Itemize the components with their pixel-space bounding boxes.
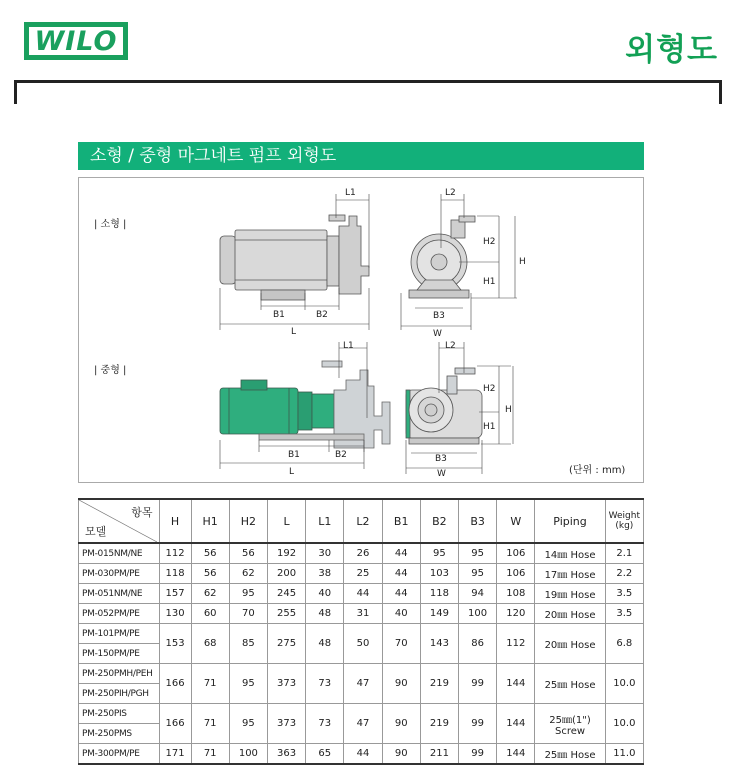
piping-cell: 17㎜ Hose (535, 564, 605, 584)
dim-w-medium: W (437, 469, 446, 479)
weight-cell: 2.1 (605, 543, 643, 564)
small-pump-label: | 소형 | (94, 219, 127, 230)
column-header: L1 (306, 499, 344, 543)
small-pump-side-view (220, 215, 369, 300)
section-title: 소형 / 중형 마그네트 펌프 외형도 (90, 146, 337, 166)
table-row (79, 604, 644, 624)
value-cell: 373 (267, 664, 305, 704)
dim-b1-small: B1 (273, 310, 285, 320)
column-header: B2 (420, 499, 458, 543)
model-cell: PM-030PM/PE (79, 564, 160, 584)
dim-b3-medium: B3 (435, 454, 447, 464)
value-cell: 90 (382, 704, 420, 744)
piping-cell: 14㎜ Hose (535, 543, 605, 564)
value-cell: 211 (420, 744, 458, 765)
value-cell: 38 (306, 564, 344, 584)
model-cell: PM-250PIS (79, 704, 160, 724)
column-header: H1 (191, 499, 229, 543)
model-cell: PM-051NM/NE (79, 584, 160, 604)
value-cell: 71 (191, 664, 229, 704)
medium-pump-label: | 중형 | (94, 365, 127, 376)
value-cell: 219 (420, 664, 458, 704)
table-header-row (79, 499, 644, 543)
value-cell: 144 (497, 664, 535, 704)
table-row (79, 543, 644, 564)
value-cell: 47 (344, 704, 382, 744)
weight-cell: 3.5 (605, 584, 643, 604)
value-cell: 275 (267, 624, 305, 664)
header-rule-left-tick (14, 80, 17, 104)
value-cell: 62 (191, 584, 229, 604)
dim-l1-small: L1 (345, 188, 356, 198)
corner-label-item: 항목 (131, 506, 153, 519)
value-cell: 118 (420, 584, 458, 604)
value-cell: 166 (159, 664, 191, 704)
weight-cell: 6.8 (605, 624, 643, 664)
value-cell: 255 (267, 604, 305, 624)
dim-w-small: W (433, 329, 442, 339)
model-cell: PM-052PM/PE (79, 604, 160, 624)
wilo-logo: WILO (24, 22, 128, 60)
model-cell: PM-250PMH/PEH (79, 664, 160, 684)
value-cell: 44 (344, 584, 382, 604)
dim-h1-medium: H1 (483, 422, 496, 432)
weight-cell: 3.5 (605, 604, 643, 624)
value-cell: 112 (159, 543, 191, 564)
value-cell: 153 (159, 624, 191, 664)
value-cell: 48 (306, 604, 344, 624)
small-pump-front-view (409, 216, 475, 298)
model-cell: PM-250PMS (79, 724, 160, 744)
value-cell: 149 (420, 604, 458, 624)
dim-b2-medium: B2 (335, 450, 347, 460)
value-cell: 65 (306, 744, 344, 765)
value-cell: 40 (306, 584, 344, 604)
piping-cell: 25㎜(1") Screw (535, 704, 605, 744)
value-cell: 90 (382, 744, 420, 765)
value-cell: 363 (267, 744, 305, 765)
section-banner (78, 142, 644, 170)
value-cell: 94 (459, 584, 497, 604)
value-cell: 26 (344, 543, 382, 564)
table-row (79, 624, 644, 644)
unit-note: (단위 : mm) (569, 465, 626, 476)
dim-l-small: L (291, 327, 297, 337)
header-rule (14, 80, 722, 83)
value-cell: 48 (306, 624, 344, 664)
corner-label-model: 모델 (85, 525, 107, 538)
value-cell: 70 (382, 624, 420, 664)
model-cell: PM-015NM/NE (79, 543, 160, 564)
value-cell: 100 (229, 744, 267, 765)
column-header: B3 (459, 499, 497, 543)
value-cell: 50 (344, 624, 382, 664)
value-cell: 90 (382, 664, 420, 704)
value-cell: 99 (459, 704, 497, 744)
dim-l2-small: L2 (445, 188, 456, 198)
value-cell: 373 (267, 704, 305, 744)
value-cell: 106 (497, 564, 535, 584)
dim-l1-medium: L1 (343, 341, 354, 351)
value-cell: 31 (344, 604, 382, 624)
column-header: B1 (382, 499, 420, 543)
piping-cell: 20㎜ Hose (535, 624, 605, 664)
value-cell: 157 (159, 584, 191, 604)
model-cell: PM-150PM/PE (79, 644, 160, 664)
piping-cell: 20㎜ Hose (535, 604, 605, 624)
value-cell: 70 (229, 604, 267, 624)
weight-cell: 10.0 (605, 664, 643, 704)
column-header: W (497, 499, 535, 543)
table-corner-header (79, 499, 160, 543)
value-cell: 95 (459, 564, 497, 584)
table-row (79, 744, 644, 765)
value-cell: 68 (191, 624, 229, 664)
value-cell: 99 (459, 744, 497, 765)
medium-pump-front-view (406, 368, 482, 444)
model-cell: PM-300PM/PE (79, 744, 160, 765)
column-header: H (159, 499, 191, 543)
dim-b3-small: B3 (433, 311, 445, 321)
table-row (79, 704, 644, 724)
value-cell: 95 (229, 664, 267, 704)
header-rule-right-tick (719, 80, 722, 104)
dim-h-small: H (519, 257, 526, 267)
dim-h2-small: H2 (483, 237, 496, 247)
column-header: Piping (535, 499, 605, 543)
dim-b1-medium: B1 (288, 450, 300, 460)
dim-h1-small: H1 (483, 277, 496, 287)
value-cell: 106 (497, 543, 535, 564)
column-header: L2 (344, 499, 382, 543)
value-cell: 44 (382, 543, 420, 564)
value-cell: 56 (229, 543, 267, 564)
value-cell: 95 (229, 704, 267, 744)
table-row (79, 584, 644, 604)
value-cell: 103 (420, 564, 458, 584)
value-cell: 73 (306, 704, 344, 744)
table-row (79, 664, 644, 684)
value-cell: 86 (459, 624, 497, 664)
model-cell: PM-250PIH/PGH (79, 684, 160, 704)
medium-pump-side-view (220, 380, 334, 434)
value-cell: 60 (191, 604, 229, 624)
value-cell: 166 (159, 704, 191, 744)
dim-b2-small: B2 (316, 310, 328, 320)
value-cell: 73 (306, 664, 344, 704)
value-cell: 44 (382, 584, 420, 604)
value-cell: 44 (382, 564, 420, 584)
value-cell: 95 (229, 584, 267, 604)
weight-cell: 2.2 (605, 564, 643, 584)
value-cell: 71 (191, 704, 229, 744)
value-cell: 108 (497, 584, 535, 604)
model-cell: PM-101PM/PE (79, 624, 160, 644)
piping-cell: 25㎜ Hose (535, 664, 605, 704)
value-cell: 200 (267, 564, 305, 584)
value-cell: 30 (306, 543, 344, 564)
page-title: 외형도 (625, 32, 718, 68)
column-header: H2 (229, 499, 267, 543)
weight-cell: 10.0 (605, 704, 643, 744)
value-cell: 95 (420, 543, 458, 564)
column-header: L (267, 499, 305, 543)
value-cell: 62 (229, 564, 267, 584)
value-cell: 118 (159, 564, 191, 584)
column-header: Weight (kg) (605, 499, 643, 543)
value-cell: 144 (497, 744, 535, 765)
value-cell: 95 (459, 543, 497, 564)
value-cell: 56 (191, 543, 229, 564)
value-cell: 245 (267, 584, 305, 604)
value-cell: 56 (191, 564, 229, 584)
value-cell: 120 (497, 604, 535, 624)
value-cell: 99 (459, 664, 497, 704)
dim-l2-medium: L2 (445, 341, 456, 351)
dim-l-medium: L (289, 467, 295, 477)
value-cell: 40 (382, 604, 420, 624)
value-cell: 171 (159, 744, 191, 765)
value-cell: 85 (229, 624, 267, 664)
value-cell: 47 (344, 664, 382, 704)
table-row (79, 564, 644, 584)
value-cell: 112 (497, 624, 535, 664)
spec-table (78, 498, 644, 765)
value-cell: 25 (344, 564, 382, 584)
value-cell: 144 (497, 704, 535, 744)
value-cell: 100 (459, 604, 497, 624)
value-cell: 44 (344, 744, 382, 765)
value-cell: 71 (191, 744, 229, 765)
dim-h-medium: H (505, 405, 512, 415)
value-cell: 219 (420, 704, 458, 744)
value-cell: 143 (420, 624, 458, 664)
value-cell: 192 (267, 543, 305, 564)
piping-cell: 19㎜ Hose (535, 584, 605, 604)
dim-h2-medium: H2 (483, 384, 496, 394)
piping-cell: 25㎜ Hose (535, 744, 605, 765)
value-cell: 130 (159, 604, 191, 624)
dimension-diagram (78, 177, 644, 483)
weight-cell: 11.0 (605, 744, 643, 765)
